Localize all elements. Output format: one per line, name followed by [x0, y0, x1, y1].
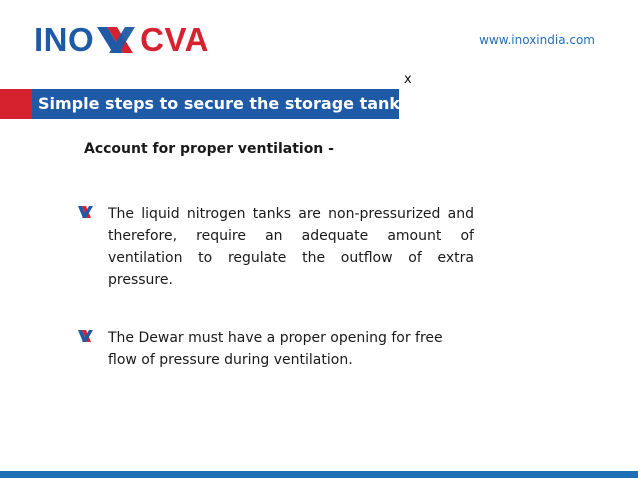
- website-url[interactable]: www.inoxindia.com: [479, 33, 595, 47]
- inox-x-bullet-icon: [78, 330, 94, 342]
- inox-x-bullet-icon: [78, 206, 94, 218]
- x-mark: x: [404, 72, 412, 87]
- logo-cva-text: CVA: [140, 21, 209, 58]
- inoxcva-logo: [34, 21, 209, 58]
- title-accent-bar: [0, 89, 32, 119]
- bullet-text: The Dewar must have a proper opening for free flow of pressure during ventilation.: [108, 330, 443, 368]
- bullet-item: [78, 203, 478, 291]
- footer-bar: [0, 471, 638, 478]
- logo-x-icon: [95, 25, 139, 55]
- logo-ino-text: INO: [34, 21, 95, 58]
- slide-subheading: Account for proper ventilation -: [84, 141, 334, 157]
- slide-title: Simple steps to secure the storage tanks: [32, 89, 399, 119]
- bullet-text: The liquid nitrogen tanks are non-pressurized and therefore, require an adequate amount of ventilation to regulate the outflow of extra pressure.: [108, 206, 474, 288]
- bullet-item: [78, 327, 478, 371]
